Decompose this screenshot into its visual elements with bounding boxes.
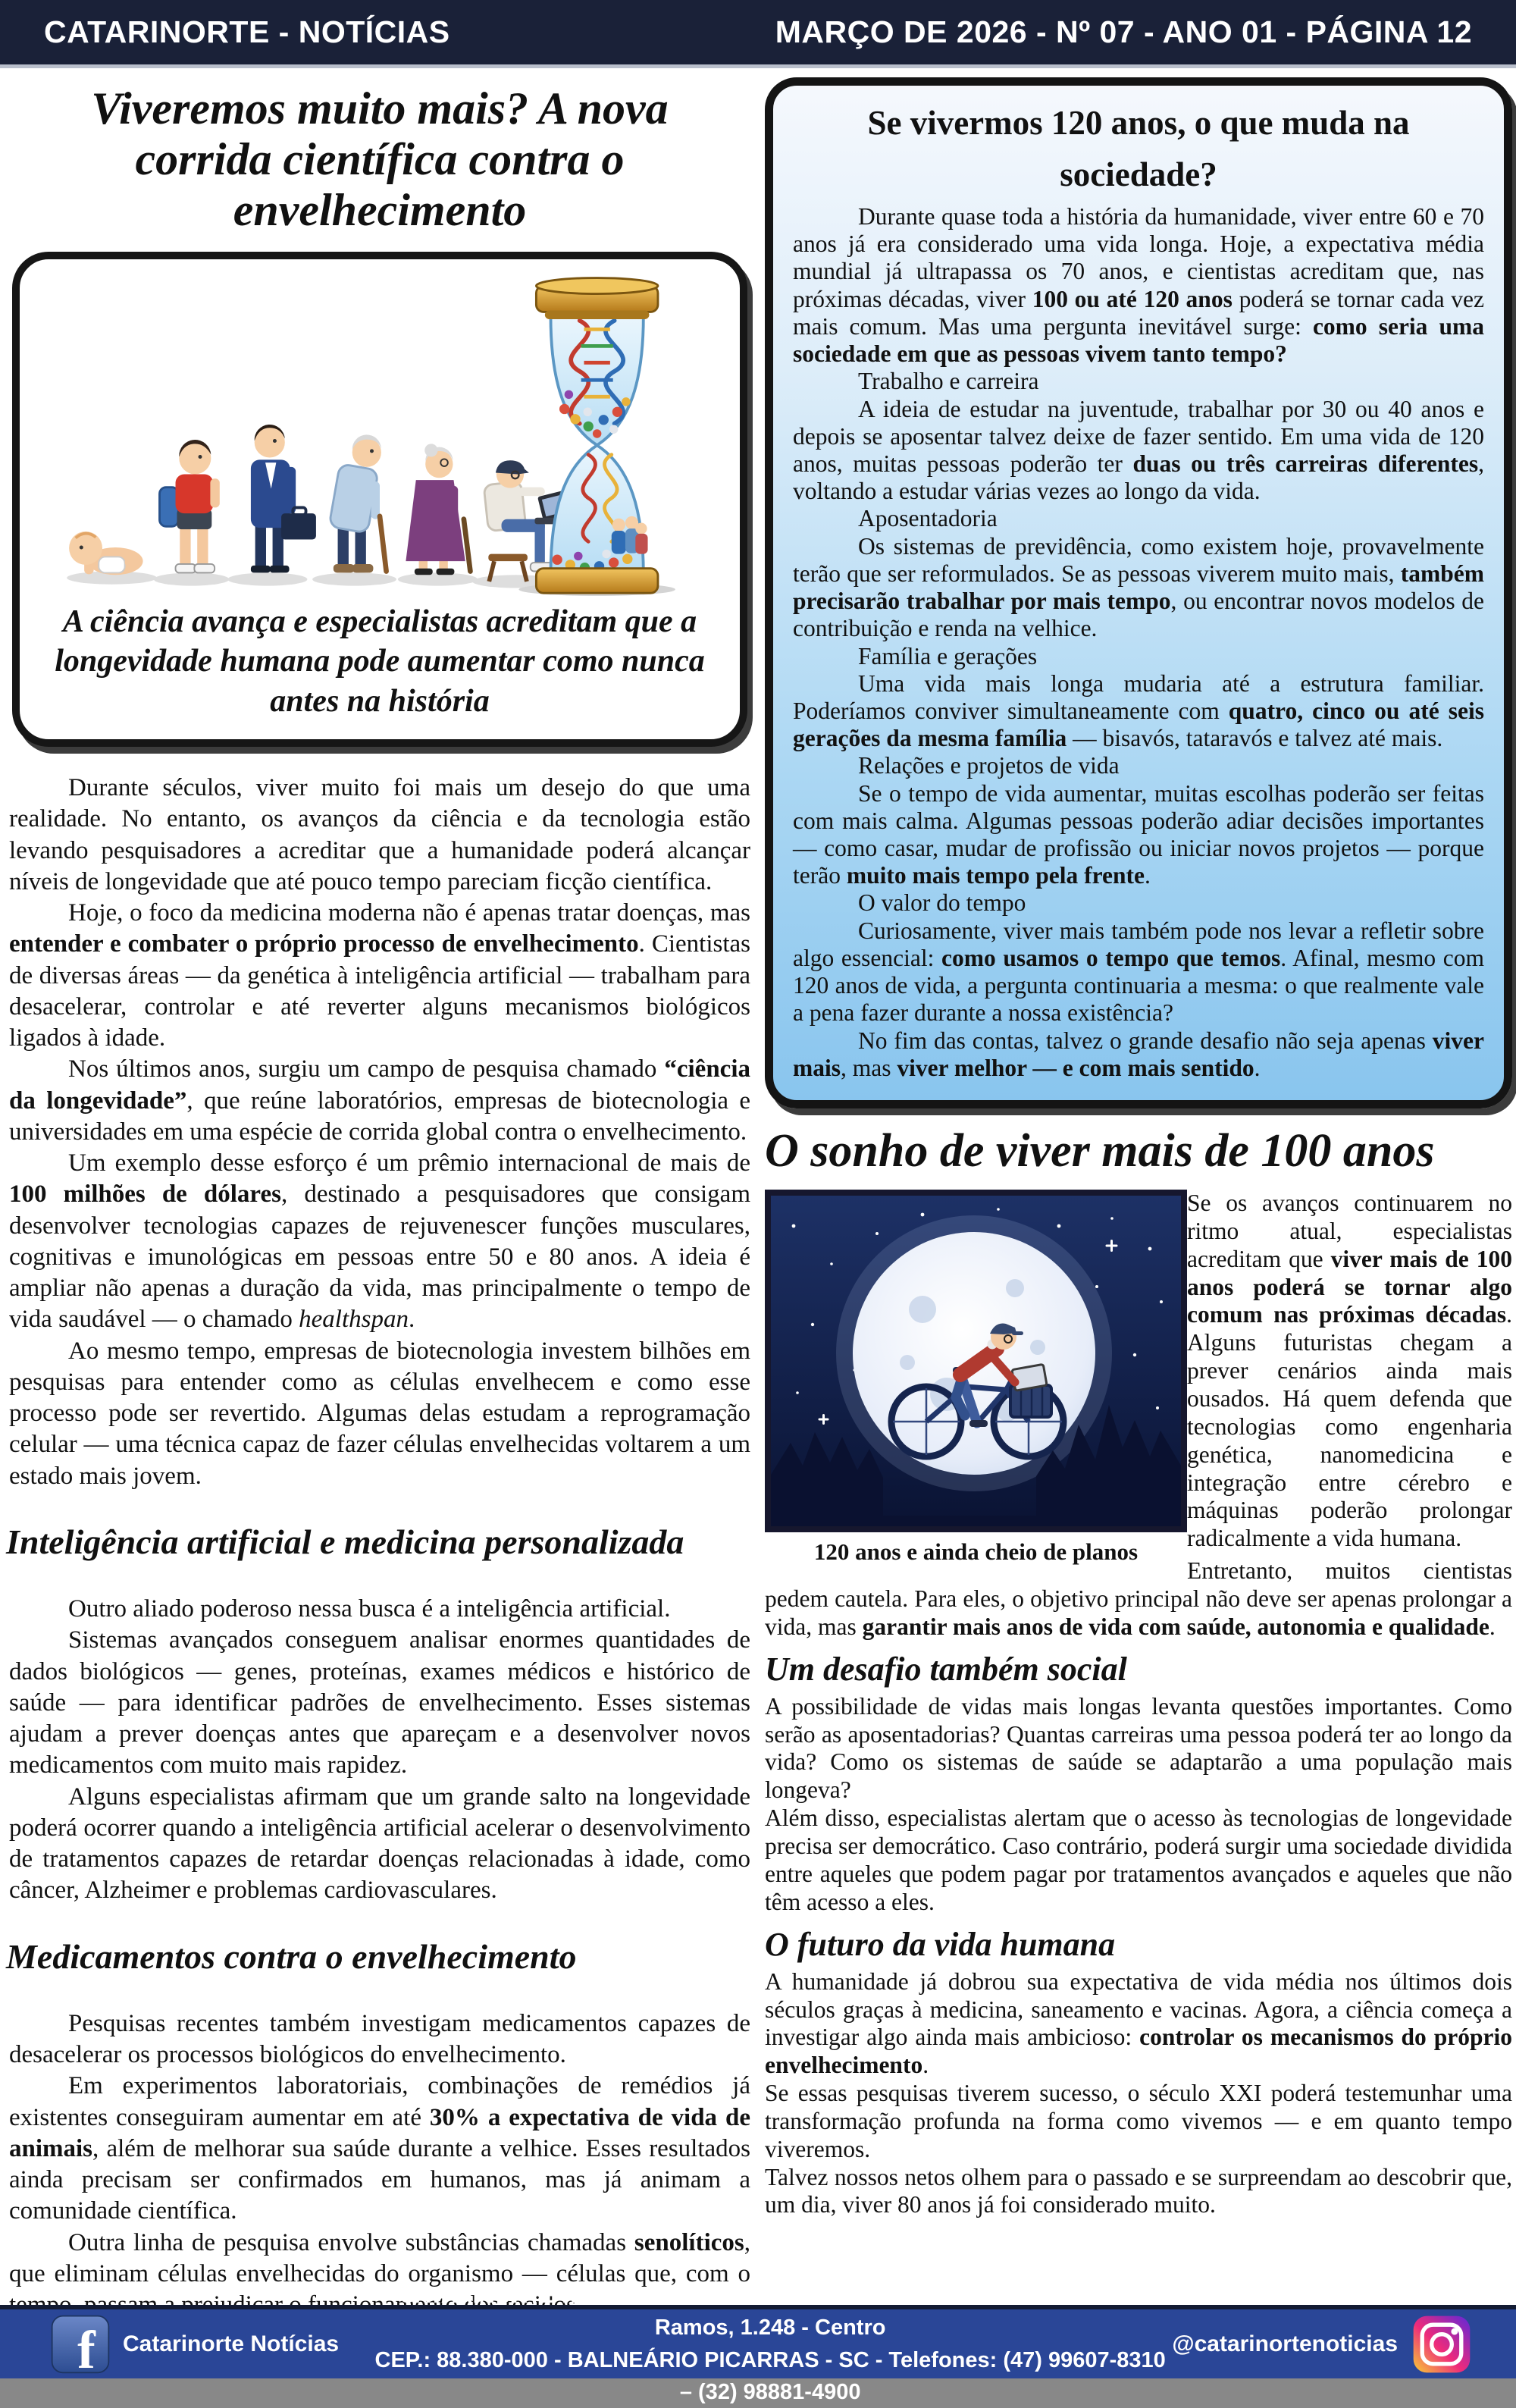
subheading-time-value: O valor do tempo [858,889,1026,917]
aging-illustration-box [12,252,747,748]
elderly-man-figure [329,434,387,572]
paragraph: Outro aliado poderoso nessa busca é a inteligência artificial. [68,1595,671,1623]
dream-section [765,1190,1512,2219]
moon-caption: 120 anos e ainda cheio de planos [813,1538,1139,1566]
right-column [765,77,1512,2219]
paragraph: Durante séculos, viver muito foi mais um desejo do que uma realidade. No entanto, os avanços da ciência e da tecnologia estão levando pesquisadores a acreditar que a humanidade poderá alcançar níveis de longevidade que até pouco tempo pareciam ficção científica. [9,774,750,895]
svg-text:f: f [77,2320,96,2380]
subheading-retirement: Aposentadoria [858,505,998,532]
paragraph: A ideia de estudar na juventude, trabalhar por 30 ou 40 anos e depois se aposentar talvez deixe de fazer sentido. Em uma vida de 120 anos, muitas pessoas poderão ter duas ou três carreiras diferentes, voltando a estudar várias vezes ao longo da vida. [793,395,1484,505]
paragraph: Sistemas avançados conseguem analisar enormes quantidades de dados biológicos — genes, proteínas, exames médicos e histórico de saúde — para identificar padrões de envelhecimento. Esses sistemas ajudam a prever doenças antes que apareçam e a desenvolver novos medicamentos com muito mais rapidez. [9,1626,750,1779]
section-heading-medications: Medicamentos contra o envelhecimento [6,1936,577,1976]
header-bar [0,0,1516,68]
paragraph: Hoje, o foco da medicina moderna não é apenas tratar doenças, mas entender e combater o próprio processo de envelhecimento. Cientistas de diversas áreas — da genética à inteligência artificial — trabalham para desacelerar, controlar e até reverter alguns mecanismos biológicos ligados à idade. [9,899,750,1052]
paragraph: Alguns especialistas afirmam que um grande salto na longevidade poderá ocorrer quando a inteligência artificial acelerar o desenvolvimento de tratamentos capazes de retardar doenças relacionadas à idade, como câncer, Alzheimer e problemas cardiovasculares. [9,1782,750,1905]
instagram-handle[interactable]: @catarinortenoticias [1172,2331,1398,2356]
paragraph: Se os avanços continuarem no ritmo atual, especialistas acreditam que viver mais de 100 anos poderá se tornar algo comum nas próximas décadas. Alguns futuristas chegam a prever cenários ainda mais ousados. Há quem defenda que tecnologias como engenharia genética, nanomedicina e integração entre cérebro e máquinas poderão prolongar radicalmente a vida humana. [1187,1190,1512,1552]
paragraph: No fim das contas, talvez o grande desafio não seja apenas viver mais, mas viver melhor — e com mais sentido. [793,1027,1484,1081]
paragraph: Nos últimos anos, surgiu um campo de pesquisa chamado “ciência da longevidade”, que reúne laboratórios, empresas de biotecnologia e universidades em uma espécie de corrida global contra o envelhecimento. [9,1055,750,1146]
subheading-work: Trabalho e carreira [858,368,1039,395]
paragraph: Se o tempo de vida aumentar, muitas escolhas poderão ser feitas com mais calma. Algumas pessoas poderão adiar decisões importantes — como casar, mudar de profissão ou iniciar novos projetos — porque terão muito mais tempo pela frente. [793,779,1484,889]
hourglass-dna [536,277,658,593]
illustration-caption: A ciência avança e especialistas acreditam que a longevidade humana pode aumentar como nunca antes na história [55,604,705,719]
footer-bar [0,2284,1516,2404]
baby-figure [69,531,143,575]
instagram-icon[interactable] [1411,2314,1472,2375]
elderly-woman-figure [406,444,470,575]
paragraph: Entretanto, muitos cientistas pedem cautela. Para eles, o objetivo principal não deve ser apenas prolongar a vida, mas garantir mais anos de vida com saúde, autonomia e qualidade. [765,1557,1512,1640]
subheading-family: Família e gerações [858,642,1038,669]
article-headline: Viveremos muito mais? A nova corrida científica contra o envelhecimento [91,83,669,236]
footer-contact-info [368,2280,1172,2407]
paragraph: A humanidade já dobrou sua expectativa de vida média nos últimos dois séculos graças à medicina, saneamento e vacinas. Agora, a ciência começa a investigar algo ainda mais ambicioso: controlar os mecanismos do próprio envelhecimento. [765,1967,1512,2079]
footer-address-line2: CEP.: 88.380-000 - BALNEÁRIO PICARRAS - SC - Telefones: (47) 99607-8310 – (32) 98881-4900 [374,2347,1166,2404]
paragraph: Pesquisas recentes também investigam medicamentos capazes de desacelerar os processos biológicos do envelhecimento. [9,2009,750,2069]
paragraph: Se essas pesquisas tiverem sucesso, o século XXI poderá testemunhar uma transformação profunda na forma como vivemos — e em quanto tempo viveremos. [765,2080,1512,2162]
edition-info: MARÇO DE 2026 - Nº 07 - ANO 01 - PÁGINA 12 [775,14,1472,49]
paragraph: Curiosamente, viver mais também pode nos levar a refletir sobre algo essencial: como usamos o tempo que temos. Afinal, mesmo com 120 anos de vida, a pergunta continuaria a mesma: o que realmente vale a pena fazer durante a nossa existência? [793,917,1484,1027]
footer-facebook-group [50,2314,368,2380]
section-heading-ai: Inteligência artificial e medicina personalizada [6,1522,684,1561]
paragraph: Os sistemas de previdência, como existem hoje, provavelmente terão que ser reformulados. Se as pessoas viverem muito mais, também precisarão trabalhar por mais tempo, ou encontrar novos modelos de contribuição e renda na velhice. [793,532,1484,642]
paragraph: Ao mesmo tempo, empresas de biotecnologia investem bilhões em pesquisas para entender como as células envelhecem e como esse processo pode ser revertido. Algumas delas estudam a reprogramação celular — uma técnica capaz de fazer células envelhecidas voltarem a um estado mais jovem. [9,1337,750,1490]
paragraph: Talvez nossos netos olhem para o passado e se surpreendam ao descobrir que, um dia, viver 80 anos já foi considerado muito. [765,2163,1512,2218]
section-heading-social: Um desafio também social [765,1650,1127,1688]
paragraph: Um exemplo desse esforço é um prêmio internacional de mais de 100 milhões de dólares, destinado a pesquisadores que consigam desenvolver tecnologias capazes de rejuvenescer funções musculares, cognitivas e imunológicas em pessoas entre 50 e 80 anos. A ideia é ampliar não apenas a duração da vida, mas principalmente o tempo de vida saudável — o chamado healthspan. [9,1149,751,1334]
facebook-page-label[interactable]: Catarinorte Notícias [123,2331,340,2356]
paragraph: Em experimentos laboratoriais, combinações de remédios já existentes conseguiram aumentar em até 30% a expectativa de vida de animais, além de melhorar sua saúde durante a velhice. Esses resultados ainda precisam ser confirmados em humanos, mas já animam a comunidade científica. [9,2072,750,2225]
masthead-title: CATARINORTE - NOTÍCIAS [44,14,450,49]
footer-address-line1: CATARINORTE NOTÍCIAS - C.N.P.J. 60.396.780/0001-62 - Avenida Nereu Ramos, 1.248 - Centro [399,2284,1142,2341]
paragraph: Além disso, especialistas alertam que o acesso às tecnologias de longevidade precisa ser democrático. Caso contrário, poderá surgir uma sociedade dividida entre aqueles que podem pagar por tratamentos avançados e aqueles que não têm acesso a eles. [765,1804,1512,1915]
facebook-icon[interactable] [50,2314,111,2380]
moon-illustration-box [765,1190,1187,1566]
society-box [765,77,1512,1108]
society-box-title: Se vivermos 120 anos, o que muda na sociedade? [867,104,1410,193]
paragraph: A possibilidade de vidas mais longas levanta questões importantes. Como serão as aposentadorias? Quantas carreiras uma pessoa poderá ter ao longo da vida? Como os sistemas de saúde se adaptarão a uma população mais longeva? [765,1692,1512,1804]
moon-bicycle-illustration [771,1196,1181,1526]
left-column [6,74,753,2321]
aging-hourglass-illustration [27,270,732,596]
adult-man-figure [251,425,316,572]
paragraph: Durante quase toda a história da humanidade, viver entre 60 e 70 anos já era considerado uma vida longa. Hoje, a expectativa média mundial já ultrapassa os 70 anos, e cientistas acreditam que, nas próximas décadas, viver 100 ou até 120 anos poderá se tornar cada vez mais comum. Mas uma pergunta inevitável surge: como seria uma sociedade em que as pessoas vivem tanto tempo? [793,203,1485,368]
footer-instagram-group [1172,2314,1472,2375]
section-heading-future: O futuro da vida humana [765,1925,1116,1963]
dream-headline: O sonho de viver mais de 100 anos [765,1125,1435,1177]
paragraph: Outra linha de pesquisa envolve substâncias chamadas senolíticos, que eliminam células envelhecidas do organismo — células que, com o [9,2228,750,2287]
boy-figure [160,440,220,572]
subheading-relationships: Relações e projetos de vida [858,752,1120,779]
paragraph: Uma vida mais longa mudaria até a estrutura familiar. Poderíamos conviver simultaneamente com quatro, cinco ou até seis gerações da mesma família — bisavós, tataravós e talvez até mais. [793,669,1484,752]
